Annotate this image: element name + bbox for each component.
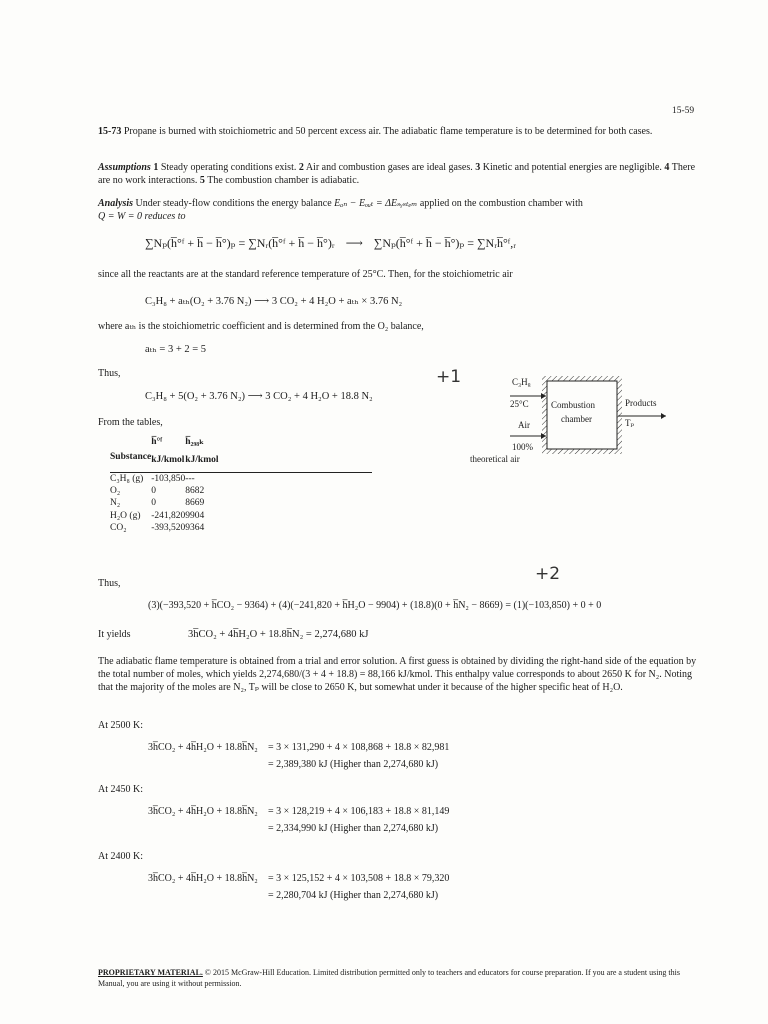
footer-label: PROPRIETARY MATERIAL.	[98, 968, 203, 977]
it-yields-equation: 3h̅CO₂ + 4h̅H₂O + 18.8h̅N₂ = 2,274,680 kJ	[188, 629, 369, 640]
table-cell-hf: 0	[151, 486, 156, 497]
fuel-temp-label: 25°C	[510, 399, 529, 409]
problem-statement	[98, 125, 698, 138]
energy-balance-expression: Eₐₙ − Eₒᵤₜ = ΔEₛᵧₛₜₑₘ	[334, 198, 418, 209]
table-cell-substance: N₂	[110, 498, 121, 509]
trial-lhs: 3h̅CO₂ + 4h̅H₂O + 18.8h̅N₂	[148, 806, 258, 817]
problem-text: Propane is burned with stoichiometric and 50 percent excess air. The adiabatic flame temperature is to be determined for both cases.	[123, 126, 653, 137]
trial-line-2: = 2,280,704 kJ (Higher than 2,274,680 kJ)	[268, 890, 439, 901]
trial-label: At 2500 K:	[98, 720, 143, 731]
trial-lhs: 3h̅CO₂ + 4h̅H₂O + 18.8h̅N₂	[148, 873, 258, 884]
from-tables-label: From the tables,	[98, 417, 163, 428]
assumption-number: 4	[664, 162, 670, 173]
where-text: where aₜₕ is the stoichiometric coefficient and is determined from the O₂ balance,	[98, 321, 424, 332]
trial-label: At 2450 K:	[98, 784, 143, 795]
assumption-number: 1	[153, 162, 159, 173]
trial-label: At 2400 K:	[98, 851, 143, 862]
analysis-label: Analysis	[98, 198, 134, 209]
table-cell-hf: -241,820	[151, 510, 186, 521]
air-note-1: 100%	[512, 442, 533, 452]
combustion-diagram	[470, 372, 690, 472]
table-cell-h298: 8682	[185, 486, 205, 497]
fuel-label: C₃H₈	[512, 377, 531, 387]
table-header-hf: h̅°ᶠ	[151, 437, 163, 447]
trial-line-2: = 2,389,380 kJ (Higher than 2,274,680 kJ)	[268, 759, 439, 770]
energy-equation-lhs: ∑Nₚ(h̅°ᶠ + h̅ − h̅°)ₚ = ∑Nᵣ(h̅°ᶠ + h̅ − h̅°)ᵣ	[145, 236, 335, 250]
table-row	[110, 522, 219, 534]
products-label: Products	[625, 398, 657, 408]
table-header-h298: h̅₂₉₈ₖ	[185, 437, 205, 447]
analysis-intro	[98, 197, 698, 223]
footer-notice	[98, 968, 708, 990]
thus-label: Thus,	[98, 368, 121, 379]
chamber-label-1: Combustion	[551, 400, 596, 410]
table-cell-hf: -103,850	[151, 473, 186, 484]
trial-line-2: = 2,334,990 kJ (Higher than 2,274,680 kJ)	[268, 823, 439, 834]
table-cell-h298: 9904	[185, 510, 205, 521]
table-row	[110, 510, 219, 522]
energy-equation	[145, 236, 516, 252]
table-header-h298-unit: kJ/kmol	[185, 455, 219, 466]
trial-line-1: = 3 × 128,219 + 4 × 106,183 + 18.8 × 81,149	[268, 806, 450, 817]
assumption-text: The combustion chamber is adiabatic.	[207, 175, 360, 186]
main-equation: (3)(−393,520 + h̅CO₂ − 9364) + (4)(−241,820 + h̅H₂O − 9904) + (18.8)(0 + h̅N₂ − 8669) = (1)(−103,850) + 0 + 0	[148, 600, 602, 611]
reaction-specific: C₃H₈ + 5(O₂ + 3.76 N₂) ⟶ 3 CO₂ + 4 H₂O + 18.8 N₂	[145, 391, 373, 402]
table-cell-h298: 9364	[185, 523, 205, 534]
air-label: Air	[518, 420, 530, 430]
assumptions-paragraph	[98, 161, 698, 187]
properties-table-wrapper	[110, 436, 219, 534]
since-text: since all the reactants are at the standard reference temperature of 25°C. Then, for the stoichiometric air	[98, 269, 513, 280]
table-cell-hf: 0	[151, 498, 156, 509]
table-header-hf-unit: kJ/kmol	[151, 455, 185, 466]
footer-text: © 2015 McGraw-Hill Education. Limited distribution permitted only to teachers and educators for course preparation. If you are a student using this Manual, you are using it without permission.	[98, 968, 680, 988]
page-number: 15-59	[672, 106, 695, 116]
trial-lhs: 3h̅CO₂ + 4h̅H₂O + 18.8h̅N₂	[148, 742, 258, 753]
assumptions-label: Assumptions	[98, 162, 151, 173]
properties-table	[110, 436, 219, 534]
assumption-text: Air and combustion gases are ideal gases.	[305, 162, 473, 173]
assumption-number: 3	[475, 162, 481, 173]
table-cell-substance: C₃H₈ (g)	[110, 473, 144, 484]
analysis-text: Under steady-flow conditions the energy balance	[135, 198, 332, 209]
table-header-substance: Substance	[110, 452, 152, 463]
table-row	[110, 473, 219, 485]
trial-paragraph: The adiabatic flame temperature is obtained from a trial and error solution. A first guess is obtained by dividing the right-hand side of the equation by the total number of moles, which yields 2,274,680/(3 + 4 + 18.8) = 88,166 kJ/kmol. This enthalpy value corresponds to about 2650 K for N₂. Noting that the majority of the moles are N₂, Tₚ will be close to 2650 K, but somewhat under it because of the higher specific heat of H₂O.	[98, 656, 697, 693]
thus-label-2: Thus,	[98, 578, 121, 589]
trial-line-1: = 3 × 131,290 + 4 × 108,868 + 18.8 × 82,981	[268, 742, 450, 753]
table-cell-substance: O₂	[110, 486, 121, 497]
handwritten-mark-1: +1	[436, 367, 462, 387]
energy-equation-rhs: ∑Nₚ(h̅°ᶠ + h̅ − h̅°)ₚ = ∑Nᵣh̅°ᶠ,ᵣ	[373, 236, 517, 250]
reduces-arrow: ⟶	[345, 236, 363, 250]
ath-equation: aₜₕ = 3 + 2 = 5	[145, 344, 207, 355]
table-header-blank	[110, 436, 151, 448]
it-yields-label: It yields	[98, 629, 131, 640]
reaction-general: C₃H₈ + aₜₕ(O₂ + 3.76 N₂) ⟶ 3 CO₂ + 4 H₂O + aₜₕ × 3.76 N₂	[145, 296, 403, 307]
trial-line-1: = 3 × 125,152 + 4 × 103,508 + 18.8 × 79,320	[268, 873, 450, 884]
chamber-label-2: chamber	[561, 414, 592, 424]
assumption-number: 2	[298, 162, 304, 173]
handwritten-mark-2: +2	[535, 564, 561, 584]
table-rule	[110, 472, 372, 473]
table-cell-substance: CO₂	[110, 523, 127, 534]
assumption-number: 5	[199, 175, 205, 186]
table-cell-substance: H₂O (g)	[110, 510, 141, 521]
q-w-condition: Q = W = 0 reduces to	[98, 211, 186, 222]
product-temp-label: Tₚ	[625, 418, 635, 428]
air-note-2: theoretical air	[470, 454, 520, 464]
table-row	[110, 485, 219, 497]
assumption-text: Steady operating conditions exist.	[160, 162, 297, 173]
table-cell-hf: -393,520	[151, 523, 186, 534]
table-row	[110, 497, 219, 509]
assumption-text: Kinetic and potential energies are negligible.	[482, 162, 662, 173]
analysis-text: applied on the combustion chamber with	[419, 198, 583, 209]
assumption-text: There are no work interactions.	[98, 162, 696, 186]
problem-number: 15-73	[98, 126, 122, 137]
table-cell-h298: 8669	[185, 498, 205, 509]
table-cell-h298: ---	[185, 473, 195, 484]
